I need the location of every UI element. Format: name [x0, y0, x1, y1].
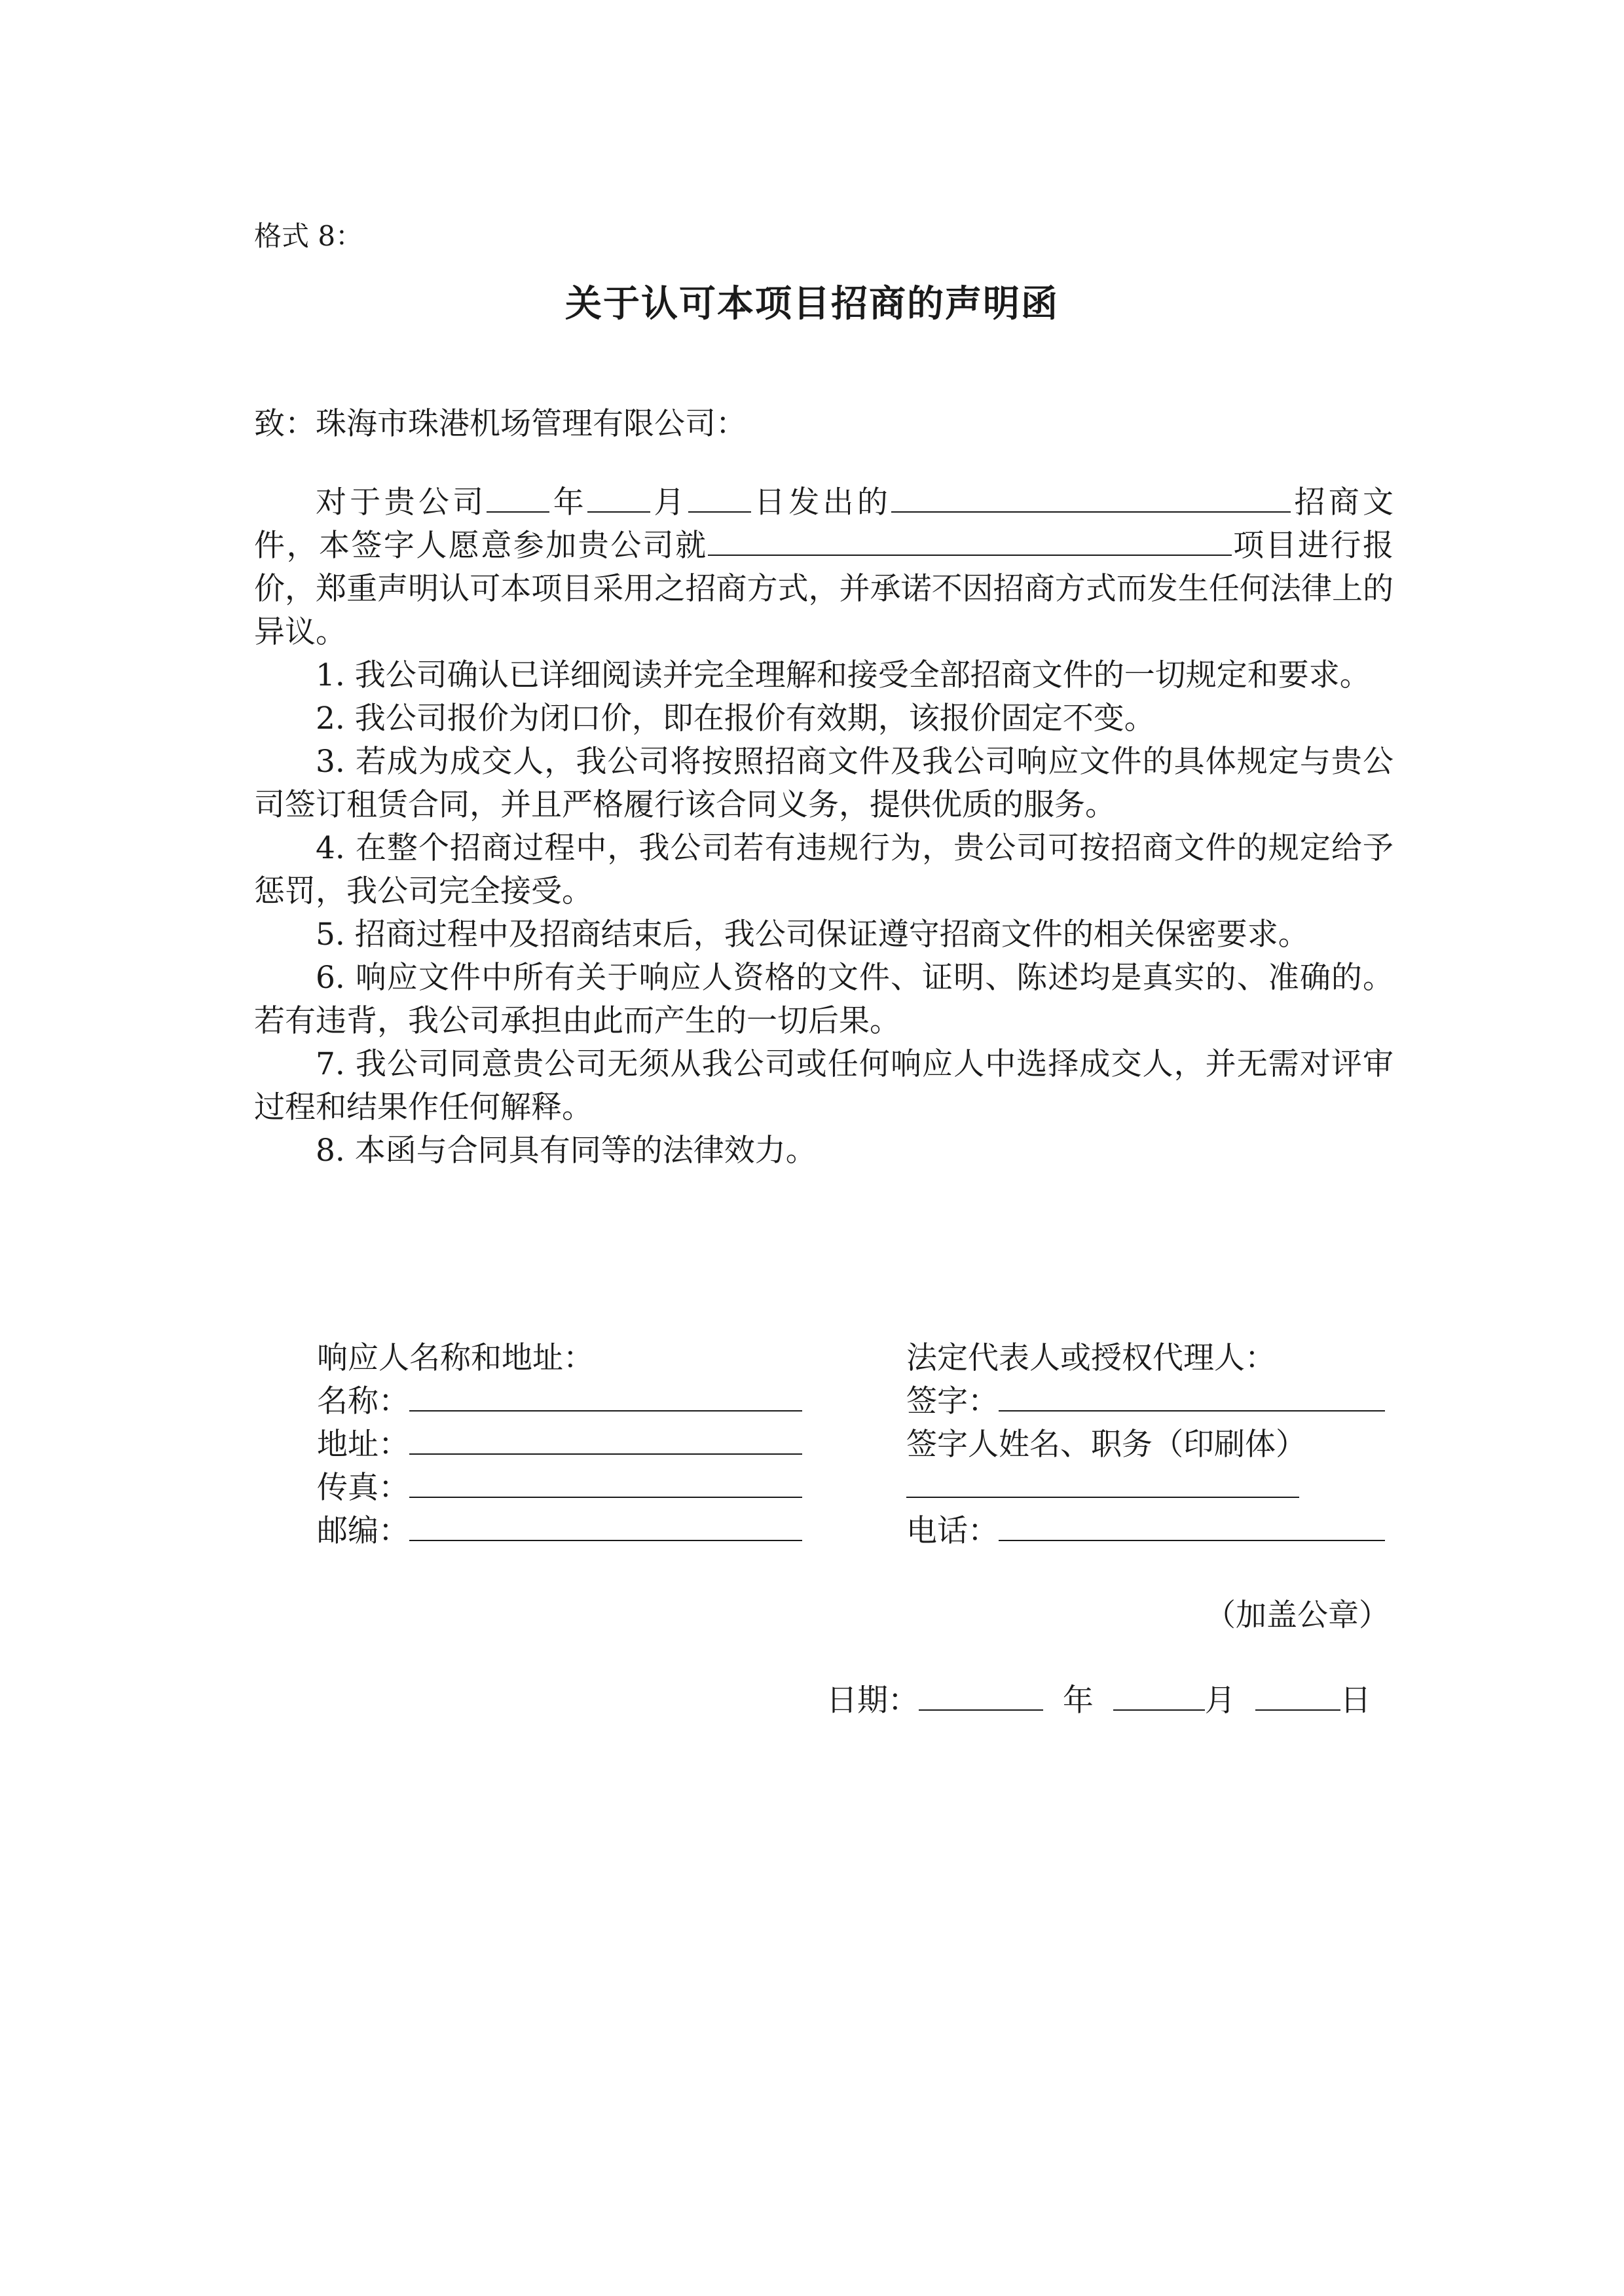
month-blank[interactable] [587, 483, 650, 513]
list-item: 2. 我公司报价为闭口价，即在报价有效期，该报价固定不变。 [316, 701, 1155, 737]
tender-document-blank[interactable] [891, 483, 1291, 513]
phone-field[interactable] [999, 1512, 1385, 1541]
list-item: 5. 招商过程中及招商结束后，我公司保证遵守招商文件的相关保密要求。 [316, 917, 1309, 953]
date-year-field[interactable] [919, 1682, 1043, 1711]
format-label: 格式 8： [254, 220, 363, 252]
address-row: 地址： [317, 1423, 802, 1467]
fax-field[interactable] [409, 1469, 802, 1498]
date-day-field[interactable] [1255, 1682, 1340, 1711]
list-item: 8. 本函与合同具有同等的法律效力。 [316, 1133, 817, 1169]
declaration-body [254, 481, 1393, 1173]
address-field[interactable] [409, 1426, 802, 1455]
postcode-row: 邮编： [317, 1510, 802, 1553]
list-item: 1. 我公司确认已详细阅读并完全理解和接受全部招商文件的一切规定和要求。 [316, 657, 1371, 693]
date-month-field[interactable] [1113, 1682, 1205, 1711]
respondent-info-block [317, 1337, 802, 1553]
list-item: 7. 我公司同意贵公司无须从我公司或任何响应人中选择成交人，并无需对评审过程和结果作任何解释。 [254, 1046, 1393, 1125]
year-blank[interactable] [487, 483, 549, 513]
phone-row: 电话： [906, 1510, 1385, 1553]
project-name-blank[interactable] [708, 526, 1232, 556]
signer-info-field[interactable] [906, 1469, 1299, 1498]
intro-paragraph: 对于贵公司 年 月 日发出的 招商文件，本签字人愿意参加贵公司就 项目进行报价，郑重声明认可本项目采用之招商方式，并承诺不因招商方式而发生任何法律上的异议。 [254, 481, 1393, 654]
representative-block [906, 1337, 1385, 1553]
seal-note: （加盖公章） [1205, 1597, 1390, 1633]
postcode-field[interactable] [409, 1512, 802, 1541]
name-row: 名称： [317, 1380, 802, 1423]
respondent-heading: 响应人名称和地址： [317, 1340, 594, 1376]
document-title: 关于认可本项目招商的声明函 [565, 282, 1059, 325]
signer-info-row [906, 1467, 1385, 1510]
list-item: 3. 若成为成交人，我公司将按照招商文件及我公司响应文件的具体规定与贵公司签订租赁合同，并且严格履行该合同义务，提供优质的服务。 [254, 744, 1393, 823]
representative-heading: 法定代表人或授权代理人： [906, 1340, 1276, 1376]
day-blank[interactable] [688, 483, 751, 513]
list-item: 6. 响应文件中所有关于响应人资格的文件、证明、陈述均是真实的、准确的。若有违背，我公司承担由此而产生的一切后果。 [254, 960, 1393, 1039]
list-item: 4. 在整个招商过程中，我公司若有违规行为，贵公司可按招商文件的规定给予惩罚，我公司完全接受。 [254, 830, 1393, 909]
signer-info-label: 签字人姓名、职务（印刷体） [906, 1427, 1306, 1463]
signature-field[interactable] [999, 1383, 1385, 1412]
signature-row: 签字： [906, 1380, 1385, 1423]
name-field[interactable] [409, 1383, 802, 1412]
date-row: 日期： 年 月 日 [826, 1683, 1371, 1719]
addressee: 致：珠海市珠港机场管理有限公司： [254, 406, 747, 442]
fax-row: 传真： [317, 1467, 802, 1510]
